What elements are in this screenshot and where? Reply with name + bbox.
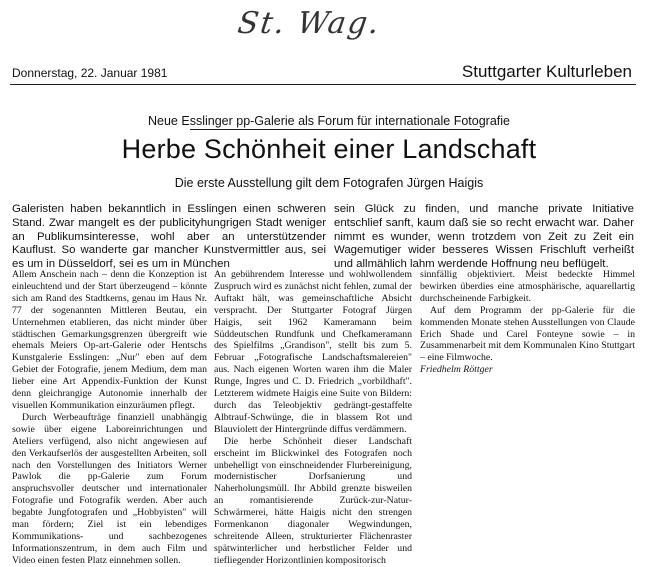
- column-3-paragraph-2: Auf dem Programm der pp-Galerie für die kommenden Monate stehen Ausstellungen von Claude Erich Shade und Carel Fonteyne sowie – in Zusammenarbeit mit dem Kommunalen Kino Stuttgart – eine Filmwoche.: [420, 304, 635, 364]
- subheadline: Die erste Ausstellung gilt dem Fotografen Jürgen Haigis: [174, 176, 484, 190]
- lead-paragraph-left: Galeristen haben bekanntlich in Esslingen einen schweren Stand. Zwar mangelt es der publicityhungrigen Stadt weniger an Publikumsinteresse, wohl aber an unterstützender Kauflust. So wanderte gar mancher Kunstvermittler aus, sei es um in Düsseldorf, sei es um in München: [12, 203, 326, 271]
- headline: Herbe Schönheit einer Landschaft: [121, 134, 537, 164]
- article-column-2: [214, 269, 412, 567]
- column-1-paragraph-1: Allem Anschein nach – denn die Konzeption ist einleuchtend und der Start überzeugend – könnte sich am Rand des Stadtkerns, genau im Haus Nr. 77 der sogenannten Mittleren Beutau, ein Unternehmen etablieren, das nicht minder über städtischen Gemarkungsgrenzen übergreift wie ehemals Meiers Op-art-Galerie oder Hentschs Kunstgalerie Esslingen: „Nur" eben auf dem Gebiet der Fotografie, jenem Medium, dem man lieber eine Art Appendix-Funktion der Kunst denn gleichrangige Autonomie innerhalb der visuellen Kommunikation einzuräumen pflegt.: [12, 269, 207, 411]
- section-title: Stuttgarter Kulturleben: [461, 62, 632, 81]
- dateline: Donnerstag, 22. Januar 1981: [12, 66, 168, 80]
- column-1-paragraph-2: Durch Werbeaufträge finanziell unabhängig sowie über eigene Laboreinrichtungen und Ateliers verfügend, also nicht angewiesen auf den Verkaufserlös der ausgestellten Arbeiten, soll nach den Vorstellungen des Initiators Werner Pawlok die pp-Galerie zum Forum anspruchsvoller deutscher und internationaler Fotografie und Fotografik werden. Aber auch begabte Jungfotografen und „Hobbyisten" will man fördern; Ziel ist ein lebendiges Kommunikations- und sachbezogenes Informationszentrum, in dem auch Film und Video einen festen Platz einnehmen sollen.: [12, 411, 207, 566]
- kicker-underline: [190, 129, 480, 130]
- kicker: Neue Esslinger pp-Galerie als Forum für internationale Fotografie: [148, 114, 510, 128]
- handwritten-note: St. Wag.: [235, 6, 384, 41]
- header-rule: [10, 84, 636, 85]
- article-column-3: [420, 269, 635, 376]
- lead-paragraph-right: sein Glück zu finden, und manche private Initiative entschlief sanft, kaum daß sie so recht erwacht war. Daher nimmt es wunder, wenn trotzdem von Zeit zu Zeit ein Wagemutiger wider besseres Wissen Frischluft verheißt und allmählich lahm werdende Hoffnung neu beflügelt.: [334, 203, 634, 271]
- article-column-1: [12, 269, 207, 567]
- column-2-paragraph-2: Die herbe Schönheit dieser Landschaft erscheint im Blickwinkel des Fotografen noch unbehelligt von einschneidender Flurbereinigung, modernistischer Dorfsanierung und Naherholungsmüll. Ihr Abbild grenzte bisweilen an romantisierende Zurück-zur-Natur-Schwärmerei, hätte Haigis nicht den strengen Formenkanon diagonaler Wegwindungen, schreitende Alleen, strukturierter Flächenraster spätwinterlicher und herbstlicher Felder und tiefliegender Horizontlinien kompositorisch: [214, 435, 412, 566]
- column-3-paragraph-1: sinnfällig objektiviert. Meist bedeckte Himmel bewirken überdies eine atmosphärische, aquarellartig durchscheinende Farbigkeit.: [420, 269, 635, 304]
- column-2-paragraph-1: An gebührendem Interesse und wohlwollendem Zuspruch wird es zunächst nicht fehlen, zumal der Auftakt hält, was gemeinschaftliche Absicht verspracht. Der Stuttgarter Fotograf Jürgen Haigis, seit 1962 Kameramann beim Süddeutschen Rundfunk und Chefkameramann des Spielfilms „Grandison", stellt bis zum 5. Februar „Fotografische Landschaftsmalereien" aus. Nach eigenen Worten waren ihm die Maler Runge, Ingres und C. D. Friedrich „vorbildhaft". Letzterem widmete Haigis eine Suite von Bildern: durch das Teleobjektiv gedrängt-gestaffelte Albtrauf-Schwünge, die in blassem Rot und Blauviolett der Hintergründe diffus verdämmern.: [214, 269, 412, 435]
- author-byline: Friedhelm Röttger: [420, 364, 493, 376]
